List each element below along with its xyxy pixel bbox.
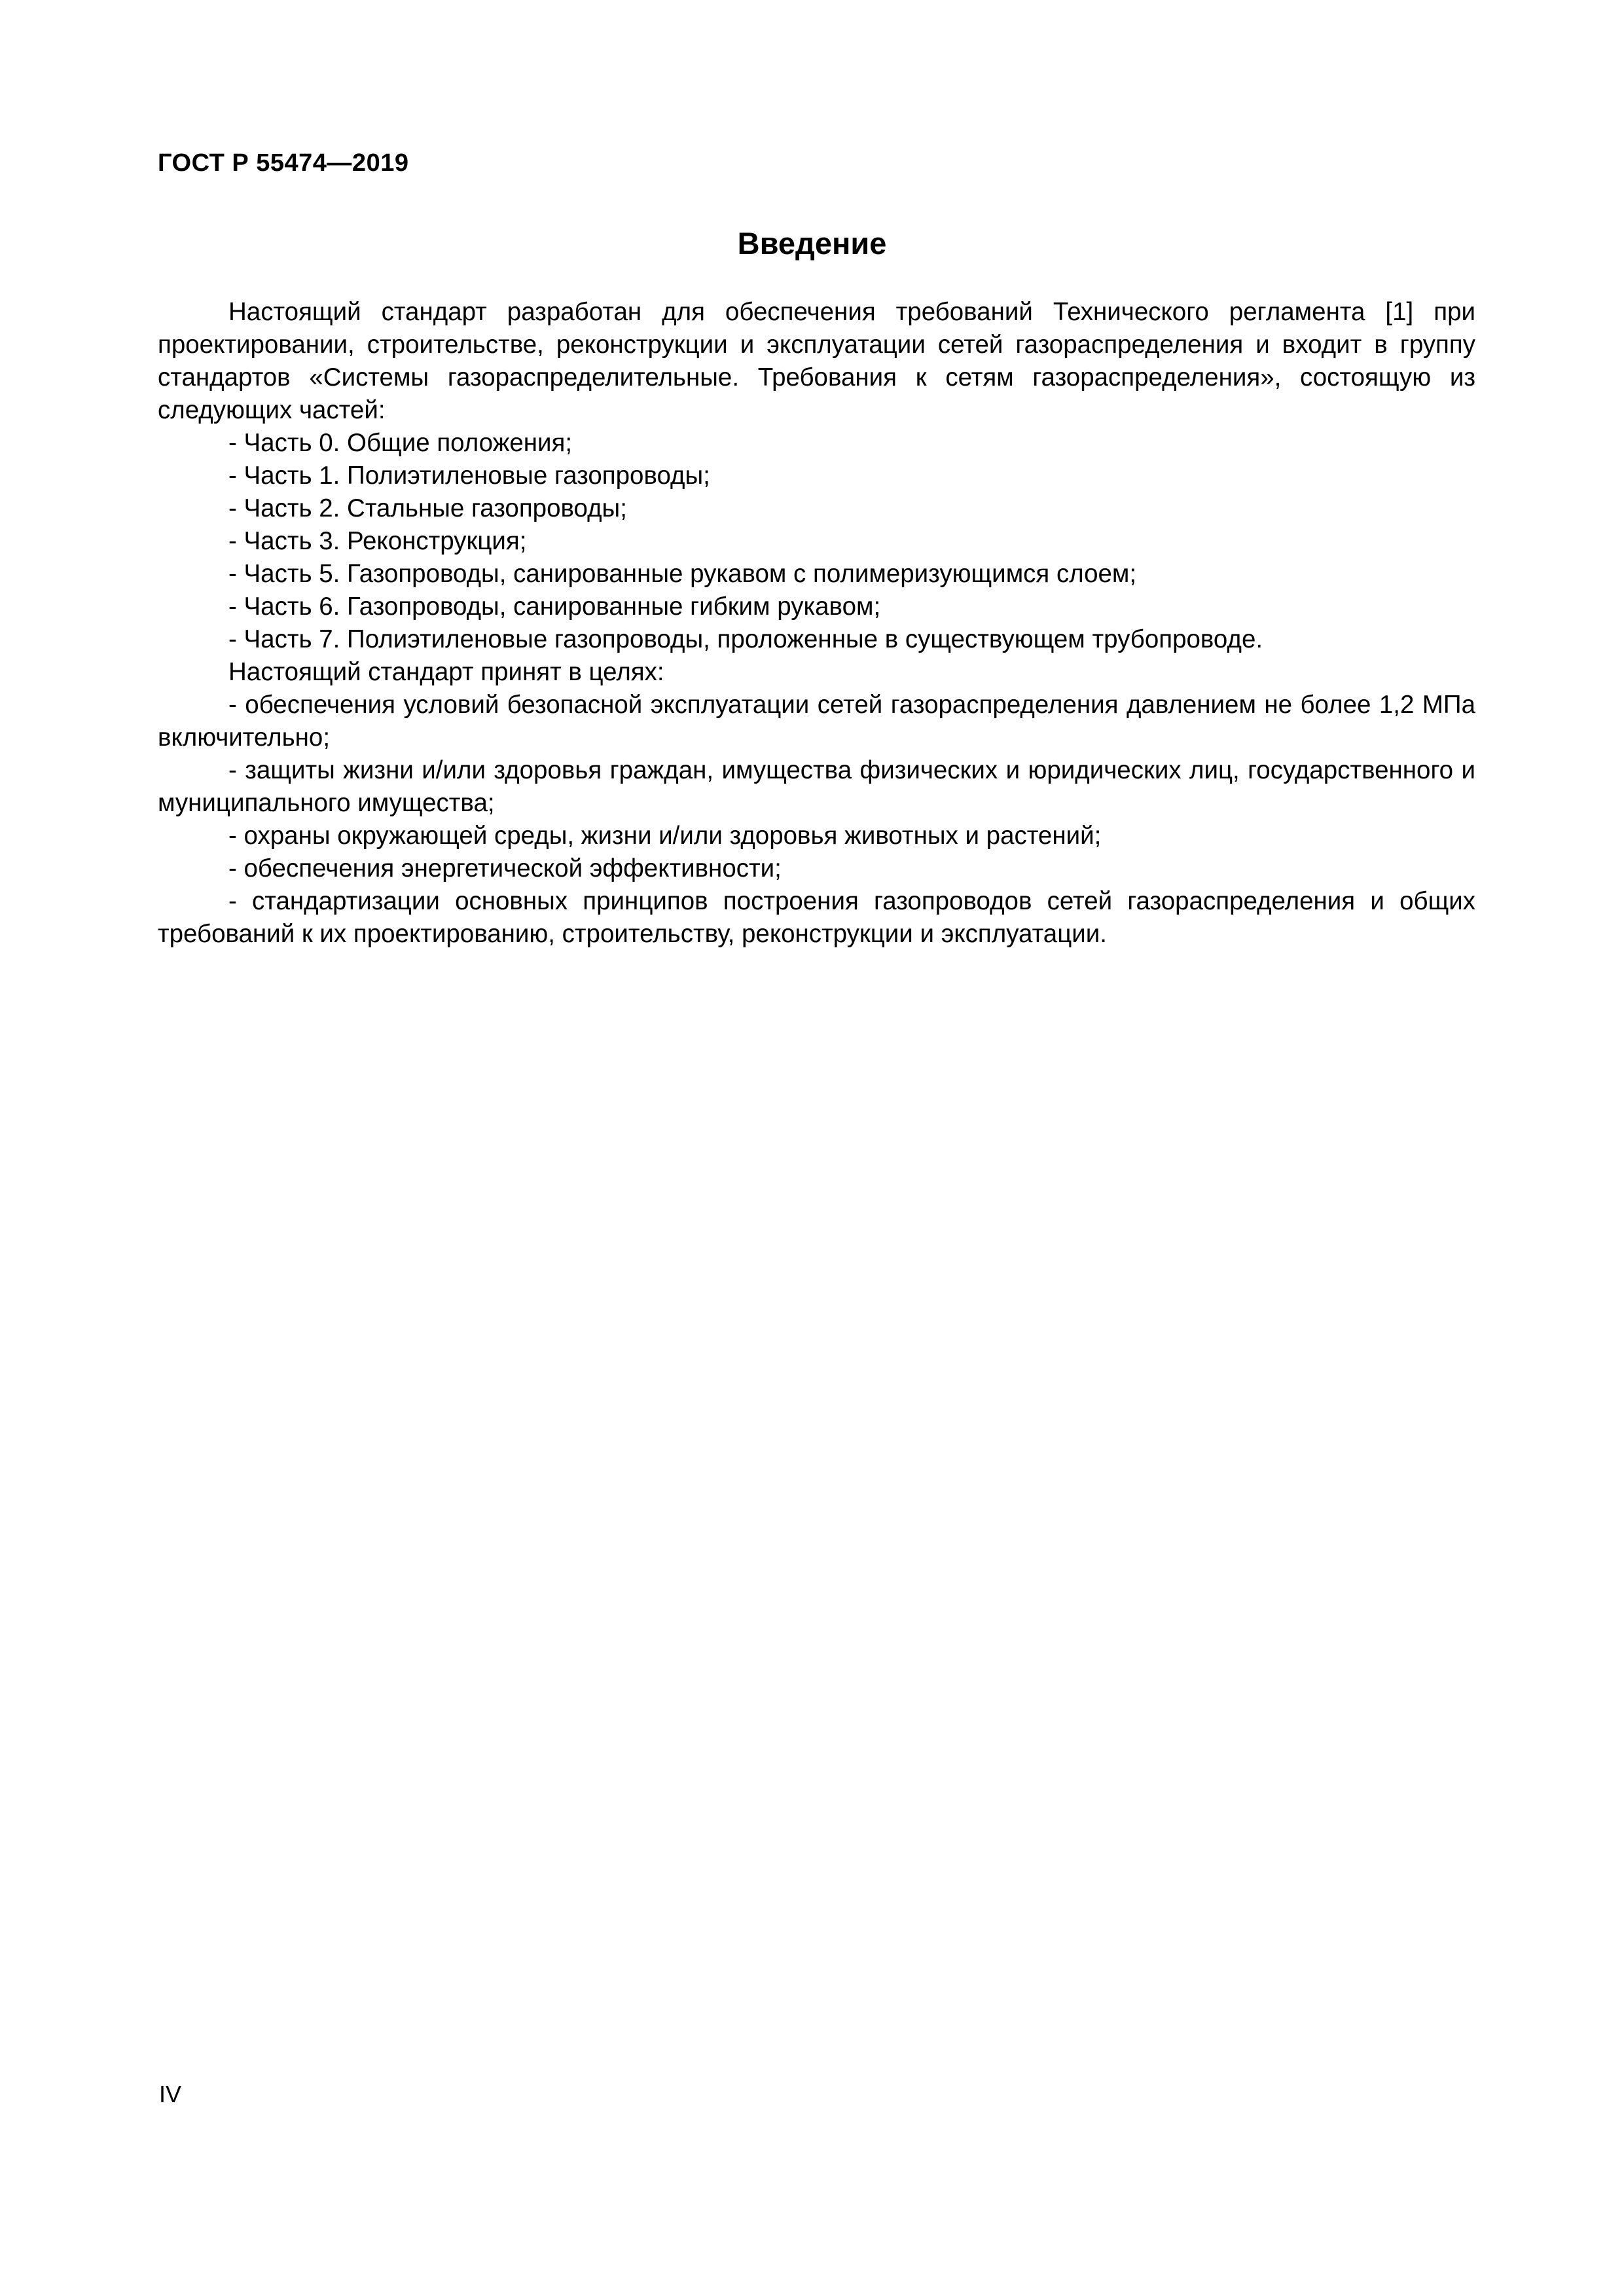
part-item-5: - Часть 5. Газопроводы, санированные рукавом с полимеризующимся слоем; [228,560,1137,588]
section-title: Введение [737,226,887,261]
page-number: IV [159,2081,182,2107]
goal-item-protection: - защиты жизни и/или здоровья граждан, имущества физических и юридических лиц, государственного и муниципального имущества; [158,756,1475,817]
part-item-1: - Часть 1. Полиэтиленовые газопроводы; [228,462,710,490]
goals-intro: Настоящий стандарт принят в целях: [228,658,664,686]
part-item-0: - Часть 0. Общие положения; [228,429,573,457]
goal-item-energy: - обеспечения энергетической эффективности; [228,854,782,883]
part-item-2: - Часть 2. Стальные газопроводы; [228,494,627,522]
goal-item-standardization: - стандартизации основных принципов построения газопроводов сетей газораспределения и общих требований к их проектированию, строительству, реконструкции и эксплуатации. [158,887,1475,948]
intro-paragraph: Настоящий стандарт разработан для обеспечения требований Технического регламента [1] при проектировании, строительстве, реконструкции и эксплуатации сетей газораспределения и входит в группу стандартов «Системы газораспределительные. Требования к сетям газораспределения», состоящую из следующих частей: [158,298,1475,424]
part-item-3: - Часть 3. Реконструкция; [228,527,527,555]
document-body [158,296,1475,951]
goal-item-environment: - охраны окружающей среды, жизни и/или здоровья животных и растений; [228,822,1102,850]
part-item-7: - Часть 7. Полиэтиленовые газопроводы, проложенные в существующем трубопроводе. [228,625,1263,653]
document-code: ГОСТ Р 55474—2019 [158,149,409,177]
goal-item-safety: - обеспечения условий безопасной эксплуатации сетей газораспределения давлением не более 1,2 МПа включительно; [158,691,1475,752]
part-item-6: - Часть 6. Газопроводы, санированные гибким рукавом; [228,592,881,621]
